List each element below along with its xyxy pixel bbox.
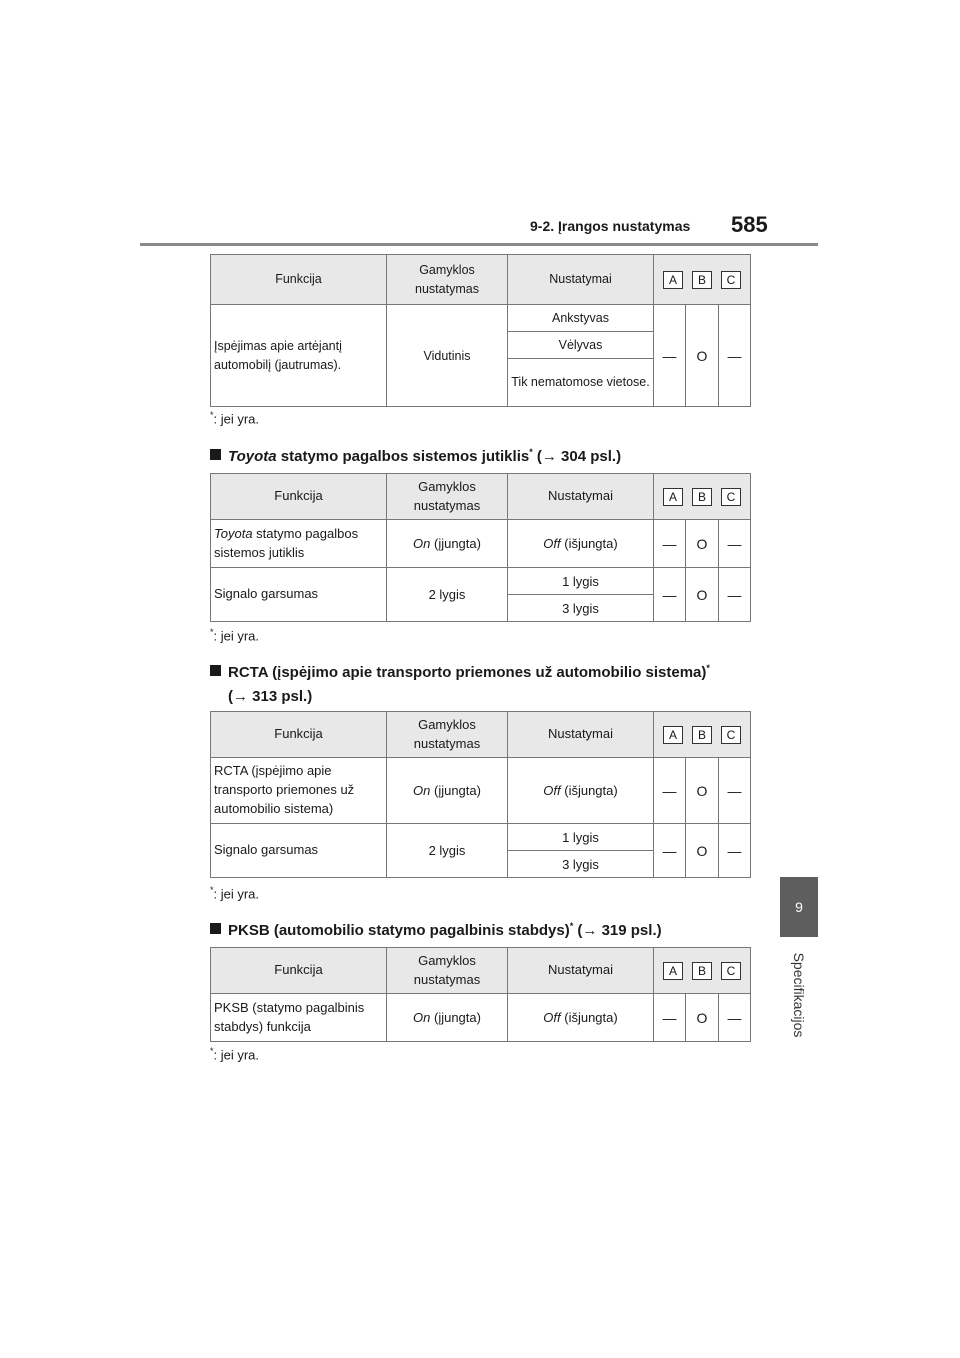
- factory-text: (įjungta): [430, 536, 481, 551]
- c-cell: —: [719, 994, 751, 1042]
- setting-italic: Off: [543, 536, 561, 551]
- header-c: C: [721, 962, 741, 980]
- heading-text: PKSB (automobilio statymo pagalbinis stabdys): [228, 922, 570, 939]
- setting-cell: 1 lygis: [508, 568, 654, 595]
- setting-cell: [508, 758, 654, 824]
- function-cell: Įspėjimas apie artėjantį automobilį (jautrumas).: [211, 305, 387, 407]
- header-b: B: [692, 726, 712, 744]
- chapter-label: [774, 945, 824, 1045]
- header-a: A: [663, 488, 683, 506]
- b-cell: O: [686, 758, 719, 824]
- factory-cell: 2 lygis: [387, 568, 508, 622]
- setting-cell: [508, 994, 654, 1042]
- arrow-icon: →: [582, 922, 598, 939]
- factory-text: (įjungta): [430, 1010, 481, 1025]
- settings-table-rcta: [210, 711, 751, 878]
- header-settings: Nustatymai: [508, 474, 654, 520]
- a-cell: —: [654, 758, 686, 824]
- setting-italic: Off: [543, 783, 561, 798]
- footnote: [210, 1046, 259, 1062]
- header-abc: [654, 474, 751, 520]
- c-cell: —: [719, 305, 751, 407]
- chapter-tab: 9: [780, 877, 818, 937]
- function-cell: Signalo garsumas: [211, 568, 387, 622]
- factory-italic: On: [413, 1010, 431, 1025]
- setting-cell: 1 lygis: [508, 824, 654, 851]
- section-title: 9-2. Įrangos nustatymas: [530, 218, 691, 234]
- header-rule: [140, 243, 818, 246]
- factory-italic: On: [413, 783, 431, 798]
- heading-text: statymo pagalbos sistemos jutiklis: [276, 448, 530, 465]
- arrow-icon: →: [233, 688, 248, 705]
- footnote: [210, 885, 259, 901]
- factory-cell: Vidutinis: [387, 305, 508, 407]
- header-factory: Gamyklos nustatymas: [387, 948, 508, 994]
- header-factory: Gamyklos nustatymas: [387, 255, 508, 305]
- function-text: statymo pagalbos sistemos jutiklis: [214, 525, 359, 560]
- function-cell: PKSB (statymo pagalbinis stabdys) funkcija: [211, 994, 387, 1042]
- setting-cell: [508, 520, 654, 568]
- header-function: Funkcija: [211, 948, 387, 994]
- header-a: A: [663, 271, 683, 289]
- factory-italic: On: [413, 536, 431, 551]
- function-cell: RCTA (įspėjimo apie transporto priemones už automobilio sistema): [211, 758, 387, 824]
- header-b: B: [692, 271, 712, 289]
- setting-text: (išjungta): [560, 1010, 618, 1025]
- section-heading-parking-sensor: Toyota statymo pagalbos sistemos jutiklis* (→ 304 psl.): [210, 440, 621, 469]
- c-cell: —: [719, 568, 751, 622]
- header-b: B: [692, 962, 712, 980]
- factory-text: (įjungta): [430, 783, 481, 798]
- header-factory: Gamyklos nustatymas: [387, 474, 508, 520]
- setting-cell: Vėlyvas: [508, 332, 654, 359]
- settings-table-parking-sensor: [210, 473, 751, 622]
- bullet-square-icon: [210, 923, 221, 934]
- header-settings: Nustatymai: [508, 712, 654, 758]
- header-abc: [654, 255, 751, 305]
- footnote-text: : jei yra.: [213, 886, 260, 902]
- header-c: C: [721, 271, 741, 289]
- footnote: [210, 410, 259, 426]
- header-a: A: [663, 726, 683, 744]
- b-cell: O: [686, 568, 719, 622]
- a-cell: —: [654, 520, 686, 568]
- c-cell: —: [719, 758, 751, 824]
- footnote-mark: *: [210, 410, 214, 420]
- bullet-square-icon: [210, 449, 221, 460]
- footnote-mark: *: [210, 885, 214, 895]
- setting-italic: Off: [543, 1010, 561, 1025]
- c-cell: —: [719, 824, 751, 878]
- factory-cell: [387, 520, 508, 568]
- heading-text: RCTA (įspėjimo apie transporto priemones už automobilio sistema): [228, 664, 707, 681]
- page-reference: 304 psl.): [556, 448, 622, 465]
- footnote-mark: *: [529, 447, 533, 457]
- header-c: C: [721, 726, 741, 744]
- section-heading-rcta: RCTA (įspėjimo apie transporto priemones už automobilio sistema)* (→ 313 psl.): [210, 656, 755, 709]
- header-settings: Nustatymai: [508, 255, 654, 305]
- b-cell: O: [686, 520, 719, 568]
- header-c: C: [721, 488, 741, 506]
- b-cell: O: [686, 994, 719, 1042]
- header-b: B: [692, 488, 712, 506]
- heading-brand: Toyota: [228, 448, 277, 465]
- header-abc: [654, 948, 751, 994]
- b-cell: O: [686, 305, 719, 407]
- a-cell: —: [654, 305, 686, 407]
- footnote-mark: *: [210, 627, 214, 637]
- setting-cell: Tik nematomose vietose.: [508, 359, 654, 407]
- footnote-mark: *: [706, 663, 710, 673]
- function-cell: [211, 520, 387, 568]
- header-settings: Nustatymai: [508, 948, 654, 994]
- page-reference: 319 psl.): [597, 922, 662, 939]
- settings-table-pksb: [210, 947, 751, 1042]
- setting-text: (išjungta): [560, 536, 618, 551]
- function-cell: Signalo garsumas: [211, 824, 387, 878]
- page-number: 585: [731, 212, 768, 237]
- arrow-icon: →: [541, 448, 557, 465]
- setting-text: (išjungta): [560, 783, 618, 798]
- footnote: [210, 627, 259, 643]
- footnote-text: : jei yra.: [213, 411, 260, 427]
- footnote-mark: *: [210, 1046, 214, 1056]
- chapter-label-text: Specifikacijos: [791, 952, 807, 1038]
- header-function: Funkcija: [211, 255, 387, 305]
- header-factory: Gamyklos nustatymas: [387, 712, 508, 758]
- bullet-square-icon: [210, 665, 221, 676]
- factory-cell: 2 lygis: [387, 824, 508, 878]
- footnote-mark: *: [569, 921, 574, 931]
- factory-cell: [387, 758, 508, 824]
- setting-cell: 3 lygis: [508, 851, 654, 878]
- section-heading-pksb: PKSB (automobilio statymo pagalbinis stabdys)* (→ 319 psl.): [210, 914, 662, 943]
- factory-cell: [387, 994, 508, 1042]
- header-function: Funkcija: [211, 474, 387, 520]
- c-cell: —: [719, 520, 751, 568]
- b-cell: O: [686, 824, 719, 878]
- function-brand: Toyota: [214, 525, 253, 541]
- page-reference: 313 psl.): [248, 688, 313, 705]
- setting-cell: Ankstyvas: [508, 305, 654, 332]
- setting-cell: 3 lygis: [508, 595, 654, 622]
- header-a: A: [663, 962, 683, 980]
- header-abc: [654, 712, 751, 758]
- footnote-text: : jei yra.: [213, 1047, 260, 1063]
- a-cell: —: [654, 568, 686, 622]
- footnote-text: : jei yra.: [213, 628, 260, 644]
- a-cell: —: [654, 824, 686, 878]
- header-function: Funkcija: [211, 712, 387, 758]
- a-cell: —: [654, 994, 686, 1042]
- settings-table-approaching-vehicle: [210, 254, 751, 407]
